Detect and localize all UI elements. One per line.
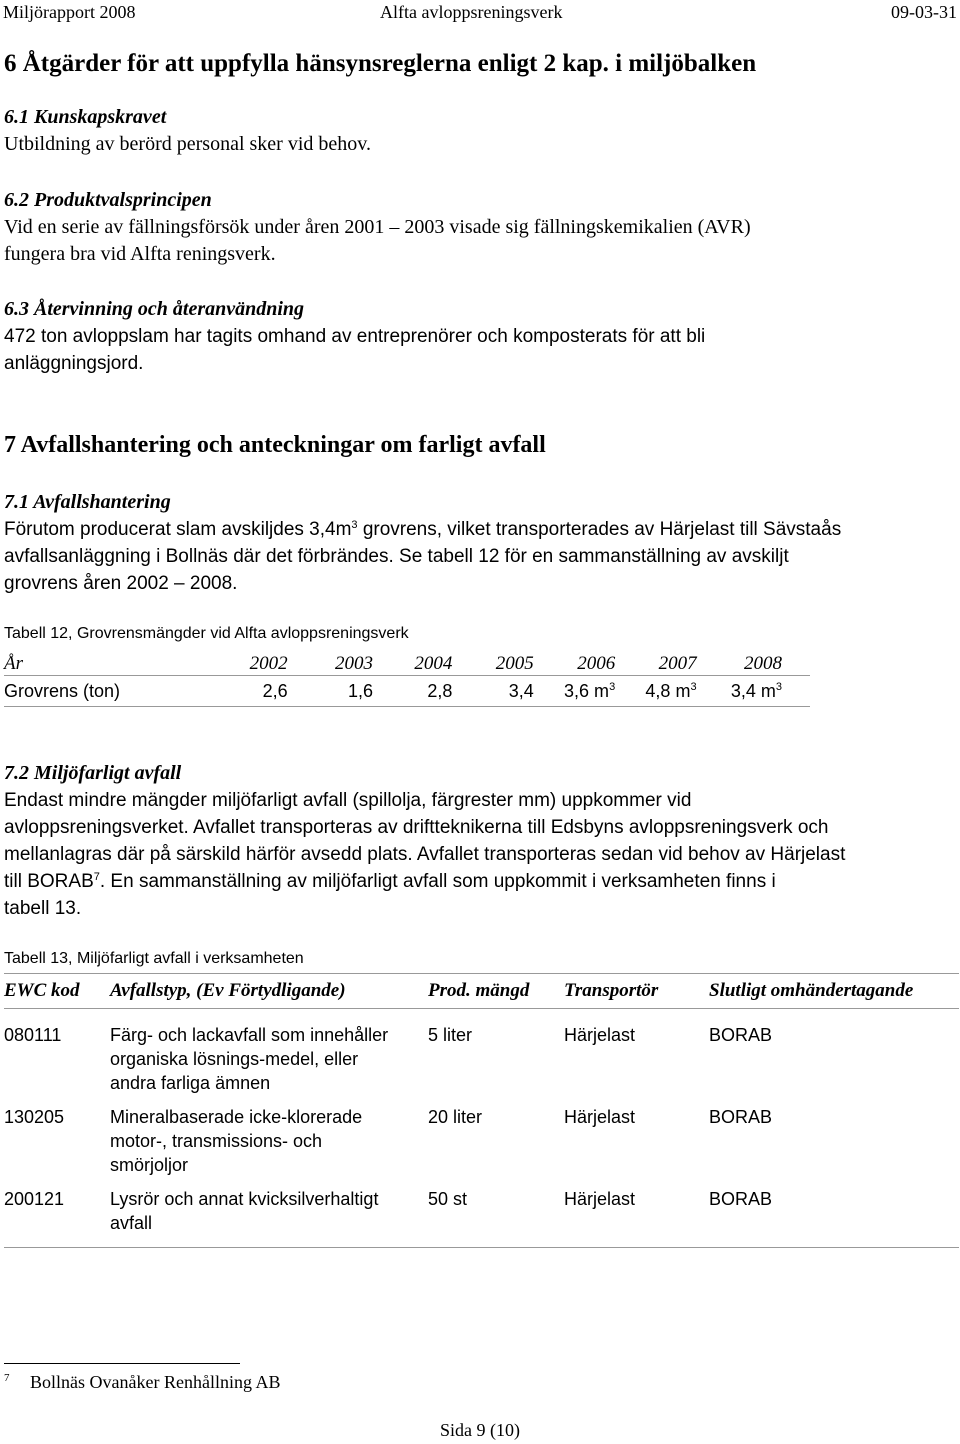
table-12-cell: 2,6 — [262, 680, 288, 701]
table-13-header-cell: EWC kod — [4, 980, 80, 1001]
section-7-heading: 7 Avfallshantering och anteckningar om farligt avfall — [4, 432, 546, 458]
table-13-amount: 20 liter — [428, 1107, 483, 1127]
table-13-caption: Tabell 13, Miljöfarligt avfall i verksamheten — [4, 950, 304, 967]
table-12-cell: 2,8 — [427, 680, 453, 701]
section-7-2-line1: Endast mindre mängder miljöfarligt avfall (spillolja, färgrester mm) uppkommer vid — [4, 790, 692, 811]
table-13-amount: 5 liter — [428, 1025, 473, 1045]
table-12-cell: 3,4 — [508, 680, 534, 701]
table-13-amount: 50 st — [428, 1189, 468, 1209]
table-12-cell: 4,8 $m^3$ — [645, 680, 697, 701]
section-7-1-line2: avfallsanläggning i Bollnäs där det förbrändes. Se tabell 12 för en sammanställning av avskiljt — [4, 546, 789, 567]
table-13-header-cell: Slutligt omhändertagande — [709, 980, 914, 1001]
section-7-1-line3: grovrens åren 2002 – 2008. — [4, 573, 238, 594]
table-13-header-cell: Avfallstyp, (Ev Förtydligande) — [110, 980, 346, 1001]
table-12-cell: 3,4 $m^3$ — [730, 680, 782, 701]
header-right: 09-03-31 — [891, 2, 957, 22]
table-12-header-row — [4, 647, 810, 676]
section-6-2-line2: fungera bra vid Alfta reningsverk. — [4, 243, 276, 265]
table-row — [4, 676, 810, 707]
section-7-2-title: 7.2 Miljöfarligt avfall — [4, 762, 182, 784]
footnote — [4, 1372, 280, 1393]
table-12-cell: 3,6 $m^3$ — [564, 680, 616, 701]
footnote-rule — [4, 1363, 240, 1364]
table-12-header-cell: 2004 — [414, 653, 453, 674]
table-12-caption: Tabell 12, Grovrensmängder vid Alfta avloppsreningsverk — [4, 625, 409, 642]
table-13-code: 200121 — [4, 1189, 65, 1209]
footnote-text: Bollnäs Ovanåker Renhållning AB — [30, 1372, 281, 1392]
section-6-3 — [4, 296, 705, 377]
table-13-final: BORAB — [709, 1025, 773, 1045]
section-7-1 — [4, 489, 954, 597]
header-center: Alfta avloppsreningsverk — [380, 2, 563, 22]
section-6-2-title: 6.2 Produktvalsprincipen — [4, 189, 212, 211]
section-6-1-title: 6.1 Kunskapskravet — [4, 106, 167, 128]
section-7-2-line2: avloppsreningsverket. Avfallet transporteras av driftteknikerna till Edsbyns avloppsreningsverk och — [4, 817, 829, 838]
table-13-code: 080111 — [4, 1025, 62, 1045]
section-7-2 — [4, 760, 959, 922]
section-6-1-text: Utbildning av berörd personal sker vid behov. — [4, 133, 371, 155]
table-12 — [4, 647, 810, 707]
table-13-transport: Härjelast — [564, 1025, 636, 1045]
table-13-type: Färg- och lackavfall som innehåller organiska lösnings-medel, eller andra farliga ämnen — [110, 1025, 389, 1093]
section-7-1-title: 7.1 Avfallshantering — [4, 491, 171, 513]
section-6-3-line1: 472 ton avloppslam har tagits omhand av entreprenörer och komposterats för att bli — [4, 326, 706, 347]
table-13-code: 130205 — [4, 1107, 65, 1127]
section-7-2-line4: till BORAB$^7$. En sammanställning av miljöfarligt avfall som uppkommit i verksamheten finns i — [4, 871, 776, 892]
table-12-header-cell: 2006 — [577, 653, 616, 674]
table-13-header-row — [4, 974, 959, 1009]
header-left: Miljörapport 2008 — [3, 2, 136, 22]
section-6-3-line2: anläggningsjord. — [4, 353, 144, 374]
table-12-header-cell: 2003 — [334, 653, 373, 674]
section-7-2-line3: mellanlagras där på särskild härför avsedd plats. Avfallet transporteras sedan vid behov av Härjelast — [4, 844, 846, 865]
section-7-2-line5: tabell 13. — [4, 898, 82, 919]
running-header — [0, 0, 960, 30]
section-6-3-title: 6.3 Återvinning och återanvändning — [4, 298, 305, 320]
table-12-row-label: Grovrens (ton) — [4, 680, 121, 701]
table-12-header-cell: 2007 — [658, 653, 697, 674]
table-13-type: Lysrör och annat kvicksilverhaltigt avfall — [110, 1189, 379, 1233]
table-12-header-cell: År — [4, 653, 23, 674]
table-13-header-cell: Transportör — [564, 980, 659, 1001]
table-row — [4, 1187, 959, 1248]
table-13-header-cell: Prod. mängd — [428, 980, 530, 1001]
table-row — [4, 1009, 959, 1106]
table-13-final: BORAB — [709, 1189, 773, 1209]
section-7-1-line1: Förutom producerat slam avskiljdes $3,4m^3$ grovrens, vilket transporterades av Härjelast till Sävstaås — [4, 519, 842, 540]
table-13 — [4, 973, 959, 1248]
section-6-1 — [4, 104, 371, 158]
table-12-cell: 1,6 — [347, 680, 373, 701]
section-6-2-line1: Vid en serie av fällningsförsök under åren 2001 – 2003 visade sig fällningskemikalien (AVR) — [4, 216, 751, 238]
table-13-final: BORAB — [709, 1107, 773, 1127]
table-13-transport: Härjelast — [564, 1189, 636, 1209]
table-13-type: Mineralbaserade icke-klorerade motor-, transmissions- och smörjoljor — [110, 1107, 363, 1175]
section-6-2 — [4, 187, 751, 268]
footnote-mark: 7 — [4, 1372, 10, 1384]
table-13-transport: Härjelast — [564, 1107, 636, 1127]
section-6-heading: 6 Åtgärder för att uppfylla hänsynsreglerna enligt 2 kap. i miljöbalken — [4, 50, 757, 77]
table-12-header-cell: 2002 — [249, 653, 288, 674]
table-12-header-cell: 2008 — [744, 653, 782, 674]
table-row — [4, 1105, 959, 1187]
page-number: Sida 9 (10) — [440, 1420, 520, 1440]
table-12-header-cell: 2005 — [495, 653, 534, 674]
